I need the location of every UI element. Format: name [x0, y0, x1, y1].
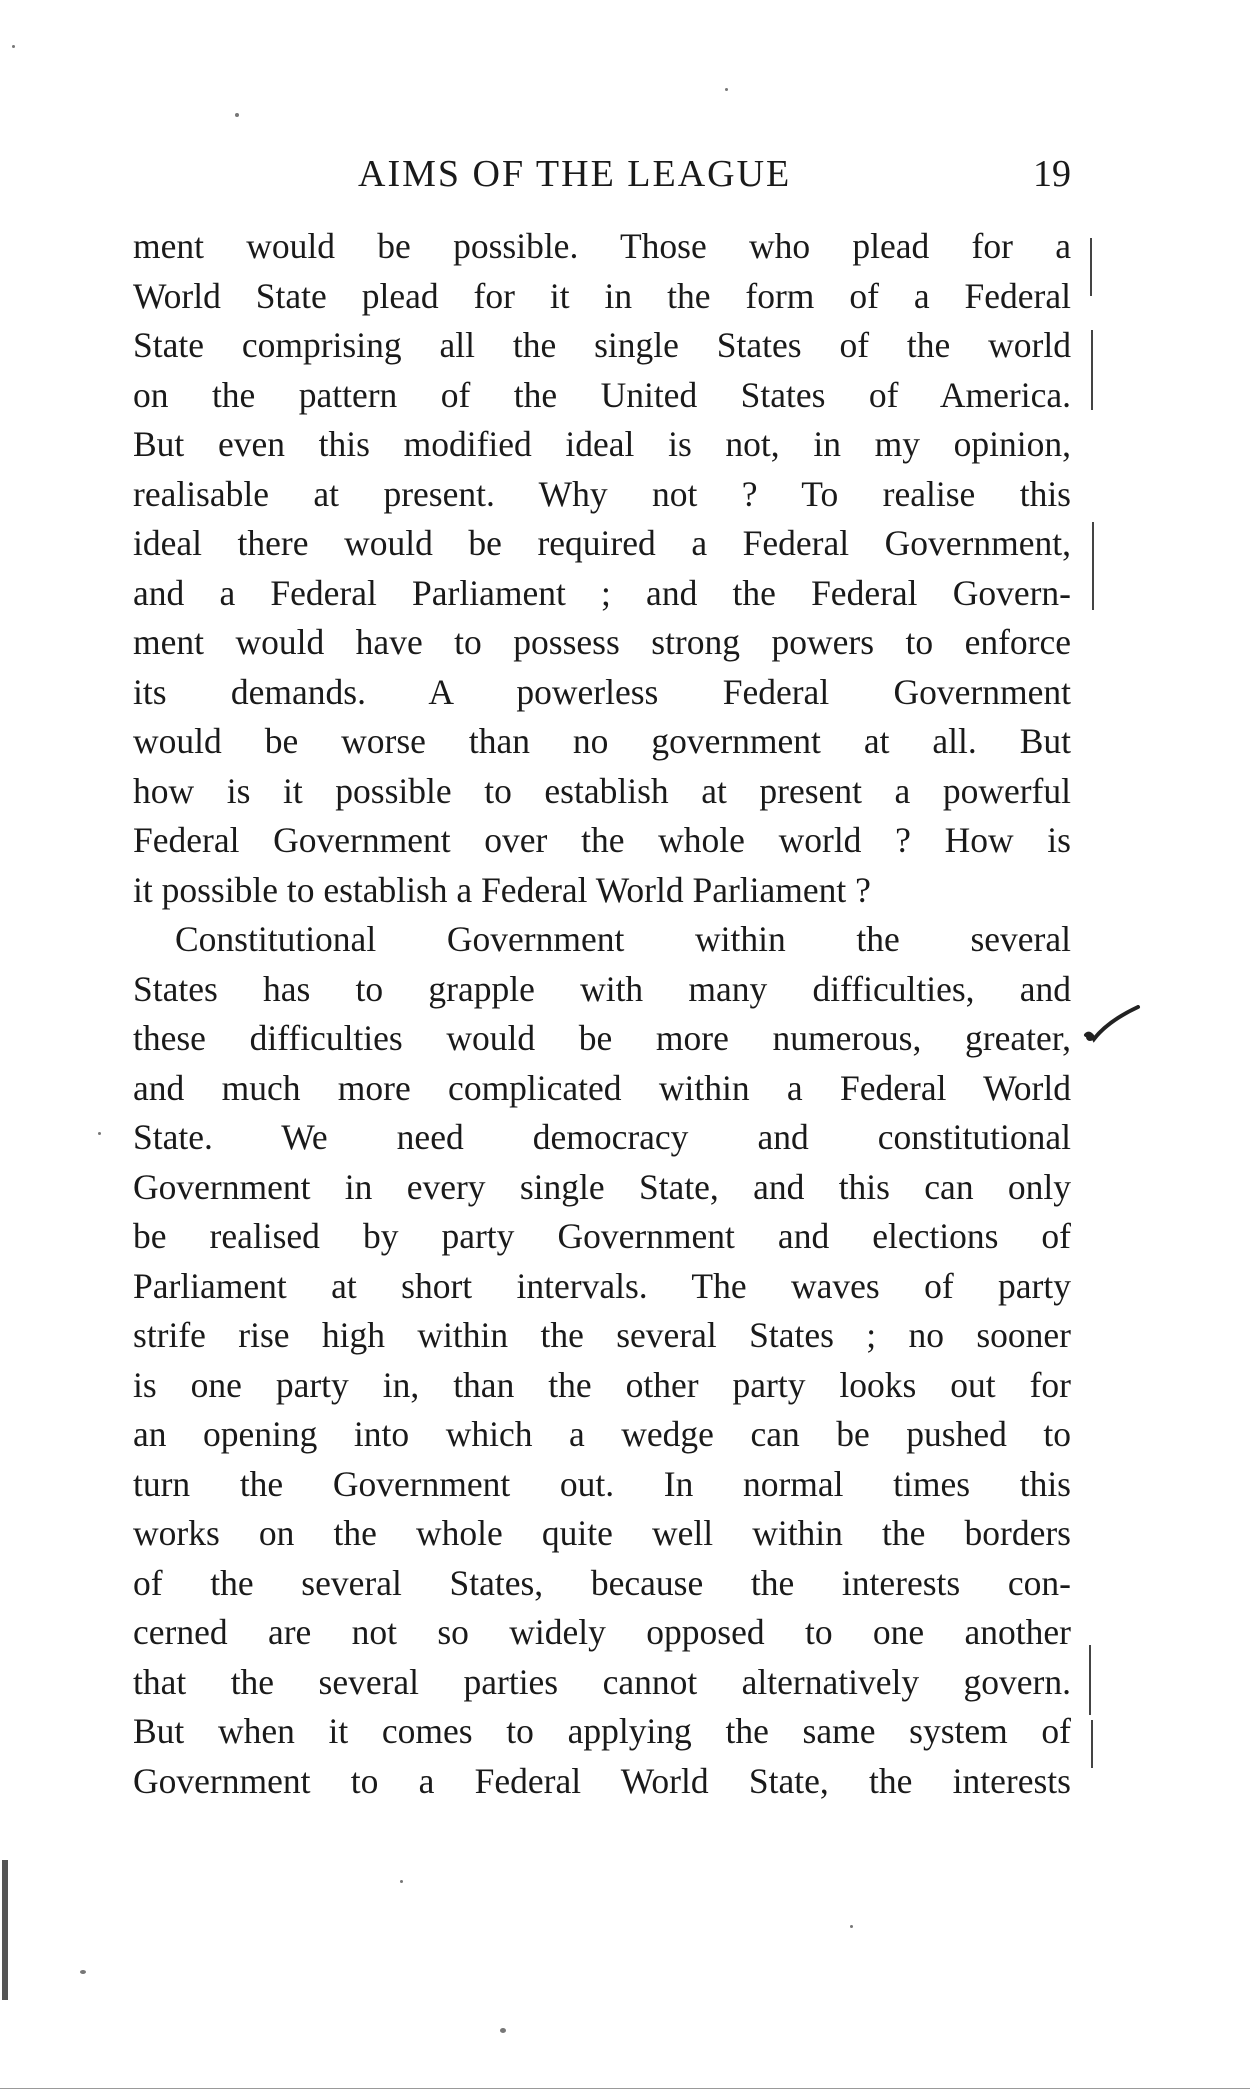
text-line: an opening into which a wedge can be pushed to [133, 1414, 1071, 1454]
text-line: States has to grapple with many difficulties, and [133, 968, 1071, 1009]
scan-speck [12, 45, 15, 48]
scan-speck [235, 113, 239, 117]
text-line: ment would be possible. Those who plead for a [133, 226, 1071, 266]
text-line: realisable at present. Why not ? To realise this [133, 473, 1071, 514]
scan-speck [80, 1970, 86, 1974]
margin-pencil-mark [1092, 522, 1094, 610]
running-title: AIMS OF THE LEAGUE [358, 153, 792, 195]
text-line: Constitutional Government within the several [175, 919, 1071, 959]
check-mark-icon [1082, 1005, 1142, 1055]
left-edge-shadow [2, 1860, 8, 2000]
text-line: Federal Government over the whole world ? How is [133, 820, 1071, 860]
text-line: of the several States, because the interests con- [133, 1562, 1071, 1603]
text-line: cerned are not so widely opposed to one another [133, 1612, 1071, 1652]
text-line: and much more complicated within a Federal World [133, 1067, 1071, 1108]
text-line: that the several parties cannot alternatively govern. [133, 1661, 1071, 1702]
text-line: Government in every single State, and this can only [133, 1166, 1071, 1207]
text-line: Government to a Federal World State, the interests [133, 1760, 1071, 1801]
text-line: World State plead for it in the form of a Federal [133, 275, 1071, 316]
text-line: works on the whole quite well within the borders [133, 1513, 1071, 1553]
page-number: 19 [1033, 153, 1071, 195]
margin-pencil-mark [1090, 238, 1092, 296]
text-line: its demands. A powerless Federal Government [133, 671, 1071, 712]
margin-pencil-mark [1089, 1645, 1091, 1715]
text-line: Parliament at short intervals. The waves of party [133, 1265, 1071, 1306]
scan-speck [98, 1132, 101, 1135]
text-line: these difficulties would be more numerous, greater, [133, 1018, 1071, 1058]
margin-pencil-mark [1091, 330, 1093, 410]
scan-speck [725, 88, 728, 91]
text-line: be realised by party Government and elections of [133, 1216, 1071, 1256]
text-line: ment would have to possess strong powers to enforce [133, 622, 1071, 662]
text-line: strife rise high within the several States ; no sooner [133, 1315, 1071, 1355]
text-line: But when it comes to applying the same system of [133, 1711, 1071, 1751]
text-line: State. We need democracy and constitutional [133, 1117, 1071, 1157]
text-line: how is it possible to establish at present a powerful [133, 770, 1071, 811]
margin-pencil-mark [1091, 1720, 1093, 1768]
scan-speck [500, 2028, 506, 2033]
running-head [133, 148, 1071, 208]
text-line: would be worse than no government at all. But [133, 721, 1071, 761]
text-line: State comprising all the single States of the world [133, 325, 1071, 365]
text-line: is one party in, than the other party looks out for [133, 1364, 1071, 1405]
text-line: it possible to establish a Federal World Parliament ? [133, 869, 871, 910]
body-text [133, 222, 1071, 1806]
text-line: and a Federal Parliament ; and the Federal Govern- [133, 572, 1071, 613]
text-line: on the pattern of the United States of America. [133, 374, 1071, 415]
scan-speck [850, 1925, 853, 1928]
bottom-edge-line [0, 2088, 1250, 2089]
text-line: ideal there would be required a Federal Government, [133, 523, 1071, 563]
scan-speck [400, 1880, 403, 1883]
text-line: turn the Government out. In normal times this [133, 1463, 1071, 1504]
text-line: But even this modified ideal is not, in my opinion, [133, 424, 1071, 464]
